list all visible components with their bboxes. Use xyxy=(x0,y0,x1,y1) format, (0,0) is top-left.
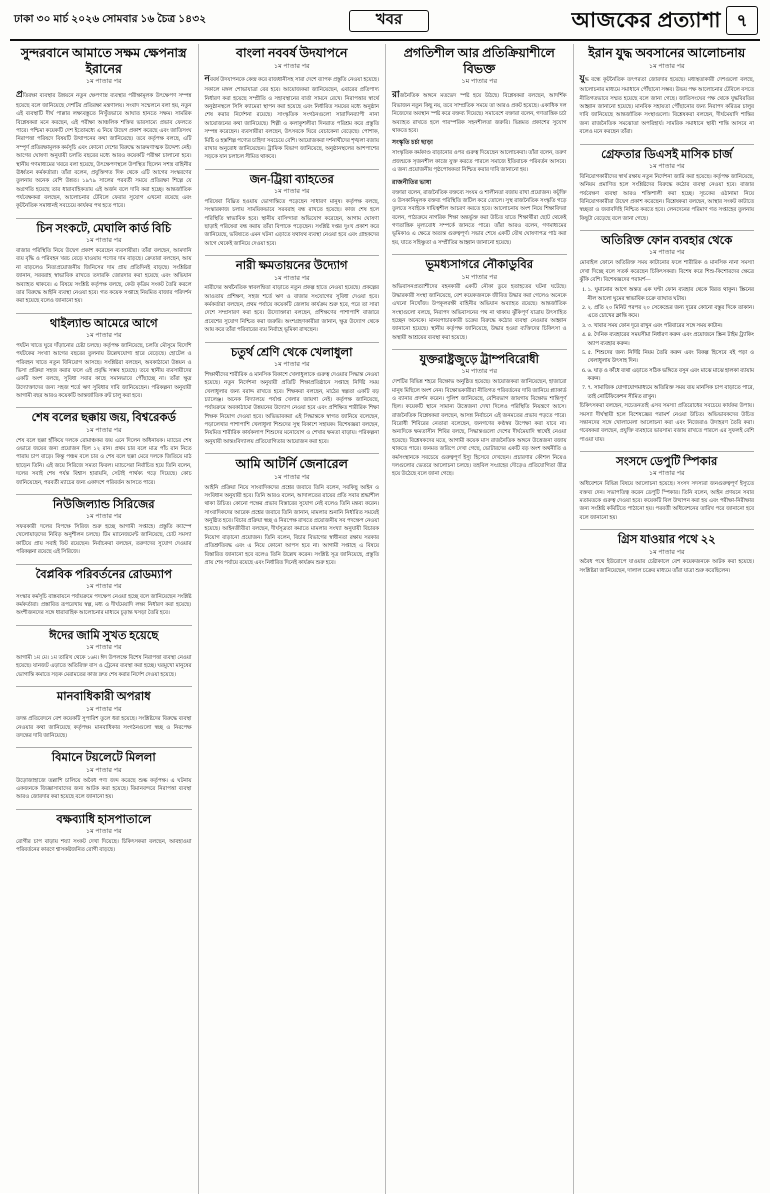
article-body: অভিবাসনপ্রত্যাশীদের বহনকারী একটি নৌকা ডুবে হতাহতের ঘটনা ঘটেছে। উদ্ধারকারী সংস্থা জানিয়েছে, বেশ কয়েকজনকে জীবিত উদ্ধার করা গেলেও অনেকে এখনো নিখোঁজ। উপকূলরক্ষী বাহিনীর অভিযান অব্যাহত রয়েছে। আন্তর্জাতিক সংস্থাগুলো বলছে, নিরাপদ অভিবাসনের পথ না থাকায় ঝুঁকিপূর্ণ যাত্রায় উৎসাহিত হচ্ছেন অনেকে। মানবপাচারকারী চক্রের বিরুদ্ধে কঠোর ব্যবস্থা নেওয়ার আহ্বান জানানো হয়েছে। স্থানীয় কর্তৃপক্ষ জানিয়েছে, উদ্ধার হওয়া ব্যক্তিদের চিকিৎসা ও অস্থায়ী আশ্রয়ের ব্যবস্থা করা হয়েছে। xyxy=(392,284,567,341)
divider xyxy=(580,144,755,145)
article xyxy=(16,498,192,557)
article xyxy=(580,533,755,575)
masthead xyxy=(10,6,760,41)
article-body: সফরকারী দলের বিপক্ষে সিরিজ শুরু হচ্ছে আগামী সপ্তাহে। প্রস্তুতি ক্যাম্পে খেলোয়াড়দের নিবিড় অনুশীলন চলছে। টিম ম্যানেজমেন্ট জানিয়েছে, চোট সমস্যা কাটিয়ে প্রায় সবাই ফিট রয়েছেন। নির্বাচকরা বলছেন, তরুণদের সুযোগ দেওয়ার পরিকল্পনা রয়েছে এই সিরিজে। xyxy=(16,524,192,556)
article-body-tail: চিকিৎসকরা বলছেন, সচেতনতাই এসব সমস্যা প্রতিরোধের সবচেয়ে কার্যকর উপায়। সমস্যা দীর্ঘস্থায়ী হলে বিশেষজ্ঞের পরামর্শ নেওয়া উচিত। অভিভাবকদের উচিত সন্তানদের সঙ্গে খোলামেলা আলোচনা করা এবং নিজেরাও উদাহরণ তৈরি করা। গবেষকরা বলছেন, প্রযুক্তি ব্যবহারে ভারসাম্য বজায় রাখতে পারলে এর সুফলই বেশি পাওয়া যায়। xyxy=(579,403,754,443)
article xyxy=(16,568,192,618)
article-headline: যুক্তরাষ্ট্রজুড়ে ট্রাম্পবিরোধী xyxy=(419,354,539,367)
article-byline: ১ম পাতার পর xyxy=(85,426,122,434)
brand-block xyxy=(572,6,760,35)
divider xyxy=(580,230,755,231)
article-body: পর্যটন খাতে ঘুরে দাঁড়ানোর চেষ্টা চলছে। কর্তৃপক্ষ জানিয়েছে, চলতি মৌসুমে বিদেশি পর্যটকের সংখ্যা আগের বছরের তুলনায় উল্লেখযোগ্য হারে বেড়েছে। হোটেল ও পরিবহন খাতে নতুন বিনিয়োগ আসছে। সংশ্লিষ্টরা বলছেন, অবকাঠামো উন্নয়ন ও ভিসা প্রক্রিয়া সহজ করার ফলে এই প্রবৃদ্ধি সম্ভব হয়েছে। তবে স্থানীয় ব্যবসায়ীদের একটি অংশ বলছে, সুবিধা সবার কাছে সমানভাবে পৌঁছাচ্ছে না। তাঁরা ক্ষুদ্র উদ্যোক্তাদের জন্য সহজ শর্তে ঋণ সুবিধার দাবি জানিয়েছেন। পরিকল্পনা অনুযায়ী আগামী বছর আরও কয়েকটি আন্তর্জাতিক রুট চালু করা হবে। xyxy=(16,342,192,400)
article-body: যুদ্ধ বন্ধে কূটনৈতিক তৎপরতা জোরদার হয়েছে। মধ্যস্থতাকারী দেশগুলো বলছে, আলোচনার মাধ্যমে সমাধানে পৌঁছানো সম্ভব। উভয় পক্ষ আলোচনার টেবিলে বসতে নীতিগতভাবে সম্মত হয়েছে বলে জানা গেছে। জাতিসংঘের পক্ষ থেকে যুদ্ধবিরতির আহ্বান জানানো হয়েছে। মানবিক সহায়তা পৌঁছানোর জন্য নিরাপদ করিডর চালুর দাবি জানিয়েছে আন্তর্জাতিক সংস্থাগুলো। বিশ্লেষকরা বলছেন, দীর্ঘমেয়াদি শান্তির জন্য রাজনৈতিক সমঝোতা অপরিহার্য। সামরিক সমাধানে স্থায়ী শান্তি আসবে না বলেও মনে করছেন তাঁরা। xyxy=(579,73,754,136)
list-item: 5. ৫. শিশুদের জন্য নির্দিষ্ট নিয়ম তৈরি করুন এবং বিকল্প হিসেবে বই পড়া ও খেলাধুলায় উৎসাহ দিন। xyxy=(588,349,755,366)
article xyxy=(16,629,192,679)
article-body: রোগীর চাপ বাড়ায় শয্যা সংকট দেখা দিয়েছে। চিকিৎসকরা বলছেন, আবহাওয়া পরিবর্তনের কারণে শ্বাসকষ্টজনিত রোগী বাড়ছে। xyxy=(16,838,192,854)
list-item: 7. ৭. সামাজিক যোগাযোগমাধ্যমে অতিরিক্ত সময় ব্যয় মানসিক চাপ বাড়াতে পারে, তাই নোটিফিকেশন সীমিত রাখুন। xyxy=(588,384,755,401)
article-body: আগামী ১ম মে। ১ম তারিখ থেকে ১৬ম। ঈদ উপলক্ষে বিশেষ নিরাপত্তা ব্যবস্থা নেওয়া হয়েছে। যানজট এড়াতে অতিরিক্ত বাস ও ট্রেনের ব্যবস্থা করা হচ্ছে। ঘরমুখো মানুষের ভোগান্তি কমাতে সড়ক মেরামতের কাজ দ্রুত শেষ করার নির্দেশ দেওয়া হয়েছে। xyxy=(16,655,192,678)
section-title-container xyxy=(206,10,571,32)
list-item: 1. ১. ঘুমানোর আগে অন্তত এক ঘণ্টা ফোন ব্যবহার থেকে বিরত থাকুন। স্ক্রিনের নীল আলো ঘুমের স্বাভাবিক চক্রে ব্যাঘাত ঘটায়। xyxy=(588,286,755,303)
article-body: নারীদের অর্থনৈতিক স্বাবলম্বিতা বাড়াতে নতুন প্রকল্প হাতে নেওয়া হয়েছে। প্রকল্পের আওতায় প্রশিক্ষণ, সহজ শর্তে ঋণ ও বাজার সংযোগের সুবিধা দেওয়া হবে। কর্মকর্তারা বলছেন, প্রথম পর্যায়ে কয়েকটি জেলায় কার্যক্রম শুরু হবে, পরে তা সারা দেশে সম্প্রসারণ করা হবে। উদ্যোক্তারা বলছেন, প্রশিক্ষণের পাশাপাশি বাজারে প্রবেশের সুযোগ নিশ্চিত করা জরুরি। অংশগ্রহণকারীরা জানান, ক্ষুদ্র উদ্যোগ থেকে আয় করে তাঁরা পরিবারের ব্যয় নির্বাহে ভূমিকা রাখছেন। xyxy=(204,285,379,334)
article-headline: জন-ট্রিয়া ব্যাহতের xyxy=(249,173,334,186)
article-body: অধিবেশনে বিভিন্ন বিষয়ে আলোচনা হয়েছে। সংসদ সদস্যরা জনগুরুত্বপূর্ণ ইস্যুতে বক্তব্য দেন। সভাপতিত্ব করেন ডেপুটি স্পিকার। তিনি বলেন, আইন প্রণয়নে সবার মতামতকে গুরুত্ব দেওয়া হবে। কয়েকটি বিল উত্থাপন করা হয় এবং পরীক্ষা-নিরীক্ষার জন্য সংশ্লিষ্ট কমিটিতে পাঠানো হয়। পরবর্তী অধিবেশনের তারিখ পরে জানানো হবে বলে জানানো হয়। xyxy=(579,481,754,521)
article-headline: বাংলা নববর্ষ উদযাপনে xyxy=(235,46,348,60)
article-byline: ১ম পাতার পর xyxy=(461,273,498,281)
article-byline: ১ম পাতার পর xyxy=(85,332,122,340)
advice-list xyxy=(580,286,755,401)
article-subhead: সংস্কৃতি চর্চা ছাড়া xyxy=(392,139,433,147)
article-body: সংস্কার কর্মসূচি বাস্তবায়নে পর্যায়ক্রমে পদক্ষেপ নেওয়া হচ্ছে বলে জানিয়েছেন সংশ্লিষ্ট কর্মকর্তারা। প্রস্তাবিত রূপরেখায় স্বল্প, মধ্য ও দীর্ঘমেয়াদি লক্ষ্য নির্ধারণ করা হয়েছে। অংশীজনদের সঙ্গে ধারাবাহিক আলোচনার মাধ্যমে চূড়ান্ত খসড়া তৈরি হবে। xyxy=(16,593,192,617)
article-body: শেষ বলে ছক্কা হাঁকিয়ে দলকে রোমাঞ্চকর জয় এনে দিলেন অধিনায়ক। ম্যাচের শেষ ওভারে জয়ের জন্য প্রয়োজন ছিল ১২ রান। প্রথম চার বলে মাত্র পাঁচ রান নিতে পারায় চাপ বাড়ে। কিন্তু পঞ্চম বলে চার ও শেষ বলে ছক্কা মেরে দলকে জিতিয়ে মাঠ ছাড়েন তিনি। এই জয়ে সিরিজে সমতা ফিরল। ম্যাচসেরা নির্বাচিত হয়ে তিনি বলেন, দলের সবাই শেষ পর্যন্ত বিশ্বাস হারায়নি, সেটাই পার্থক্য গড়ে দিয়েছে। কোচ জানিয়েছেন, পরবর্তী ম্যাচের জন্য একাদশে পরিবর্তন আসতে পারে। xyxy=(16,437,192,486)
article-headline: বক্ষব্যাধি হাসপাতালে xyxy=(56,813,152,826)
column-4 xyxy=(573,44,761,1194)
article-body: পরিষেবা বিঘ্নিত হওয়ায় ভোগান্তিতে পড়েছেন সাধারণ মানুষ। কর্তৃপক্ষ বলছে, সংস্কারকাজ চলায় সাময়িকভাবে সরবরাহ বন্ধ রাখতে হয়েছে। কাজ শেষ হলে পরিস্থিতি স্বাভাবিক হবে। স্থানীয় বাসিন্দারা অভিযোগ করেছেন, আগাম ঘোষণা ছাড়াই পরিষেবা বন্ধ করায় তাঁরা বিপাকে পড়েছেন। সংশ্লিষ্ট দপ্তর দুঃখ প্রকাশ করে জানিয়েছে, ভবিষ্যতে এমন ঘটনা এড়াতে যথাযথ ব্যবস্থা নেওয়া হবে এবং গ্রাহকদের আগে থেকেই জানিয়ে দেওয়া হবে। xyxy=(204,198,379,247)
divider xyxy=(205,255,380,256)
divider xyxy=(16,218,192,219)
list-item: 2. ২. প্রতি ২০ মিনিট পরপর ২০ সেকেন্ডের জন্য দূরের কোনো বস্তুর দিকে তাকান। এতে চোখের ক্লান্তি কমে। xyxy=(588,304,755,321)
column-grid xyxy=(10,44,760,1194)
column-2 xyxy=(198,44,386,1194)
article xyxy=(16,46,192,211)
article-headline: নিউজিল্যান্ড সিরিজের xyxy=(52,498,155,511)
article-byline: ১ম পাতার পর xyxy=(461,368,498,376)
article-byline: ১ম পাতার পর xyxy=(273,62,310,70)
column-1 xyxy=(10,44,198,1194)
article-headline: চতুর্থ শ্রেণি থেকে খেলাধুলা xyxy=(231,346,353,359)
article-body: উড়োজাহাজে তল্লাশি চালিয়ে অবৈধ পণ্য জব্দ করেছে শুল্ক কর্তৃপক্ষ। এ ঘটনায় একজনকে জিজ্ঞাসাবাদের জন্য আটক করা হয়েছে। বিমানবন্দরে নিরাপত্তা ব্যবস্থা আরও জোরদার করা হয়েছে বলে জানানো হয়। xyxy=(16,777,192,801)
article-byline: ১ম পাতার পর xyxy=(273,188,310,196)
article-byline: ১ম পাতার পর xyxy=(85,513,122,521)
column-3 xyxy=(385,44,573,1194)
divider xyxy=(16,564,192,565)
divider xyxy=(205,342,380,343)
article xyxy=(205,457,380,567)
divider xyxy=(580,451,755,452)
article-headline: প্রগতিশীল আর প্রতিক্রিয়াশীলে বিভক্ত xyxy=(403,46,555,76)
article-body: মোবাইল ফোনে অতিরিক্ত সময় কাটানোর ফলে শারীরিক ও মানসিক নানা সমস্যা দেখা দিচ্ছে বলে সতর্ক করেছেন চিকিৎসকরা। বিশেষ করে শিশু-কিশোরদের ক্ষেত্রে ঝুঁকি বেশি। বিশেষজ্ঞদের পরামর্শ— xyxy=(579,260,754,283)
article xyxy=(580,46,755,137)
divider xyxy=(205,169,380,170)
article xyxy=(392,46,567,247)
article-body: শিক্ষার্থীদের শারীরিক ও মানসিক বিকাশে খেলাধুলাকে গুরুত্ব দেওয়ার সিদ্ধান্ত নেওয়া হয়েছে। নতুন নির্দেশনা অনুযায়ী প্রতিটি শিক্ষাপ্রতিষ্ঠানে সপ্তাহে নির্দিষ্ট সময় খেলাধুলার জন্য বরাদ্দ রাখতে হবে। শিক্ষকরা বলছেন, মাঠের স্বল্পতা একটি বড় চ্যালেঞ্জ। অনেক বিদ্যালয়ে পর্যাপ্ত খেলার জায়গা নেই। কর্তৃপক্ষ জানিয়েছে, পর্যায়ক্রমে অবকাঠামো উন্নয়নের উদ্যোগ নেওয়া হবে এবং প্রশিক্ষিত শারীরিক শিক্ষা শিক্ষক নিয়োগ দেওয়া হবে। অভিভাবকরা এই সিদ্ধান্তকে স্বাগত জানিয়ে বলেছেন, পড়ালেখার পাশাপাশি খেলাধুলা শিশুদের সুস্থ বিকাশে সহায়ক। বিশেষজ্ঞরা বলছেন, নিয়মিত শারীরিক কার্যকলাপ শিশুদের মনোযোগ ও শেখার ক্ষমতা বাড়ায়। পরিকল্পনা অনুযায়ী আন্তঃবিদ্যালয় প্রতিযোগিতার আয়োজন করা হবে। xyxy=(204,371,379,445)
article-headline: অতিরিক্ত ফোন ব্যবহার থেকে xyxy=(601,235,733,248)
article xyxy=(16,411,192,486)
divider xyxy=(16,494,192,495)
divider xyxy=(16,809,192,810)
article-byline: ১ম পাতার পর xyxy=(85,705,122,713)
list-item: 6. ৬. ঘাড় ও কাঁধে ব্যথা এড়াতে সঠিক ভঙ্গিতে বসুন এবং মাঝে মাঝে হালকা ব্যায়াম করুন। xyxy=(588,367,755,384)
date-line: ঢাকা ৩০ মার্চ ২০২৬ সোমবার ১৬ চৈত্র ১৪৩২ xyxy=(14,14,207,25)
divider xyxy=(392,254,567,255)
divider xyxy=(16,313,192,314)
article-byline: ১ম পাতার পর xyxy=(648,470,685,478)
article xyxy=(205,346,380,447)
article xyxy=(392,258,567,342)
divider xyxy=(16,686,192,687)
section-title: খবর xyxy=(349,10,429,32)
article-subhead: রাজনীতির ভাষা xyxy=(392,178,432,186)
article-headline: ইরান যুদ্ধ অবসানের আলোচনায় xyxy=(588,46,746,60)
article-byline: ১ম পাতার পর xyxy=(648,62,685,70)
article-byline: ১ম পাতার পর xyxy=(85,237,122,245)
brand-name: আজকের প্রত্যাশা xyxy=(571,8,721,32)
article-headline: সুন্দরবানে আমাতে সক্ষম ক্ষেপনাস্ত্র ইরানের xyxy=(20,46,187,76)
article-byline: ১ম পাতার পর xyxy=(461,78,498,86)
article xyxy=(392,353,567,479)
article xyxy=(16,690,192,740)
divider xyxy=(16,747,192,748)
divider xyxy=(16,407,192,408)
article-headline: নারী ক্ষমতায়নের উদ্যোগ xyxy=(235,260,348,273)
article-headline: শেষ বলের ছক্কায় জয়, বিশ্বরেকর্ড xyxy=(31,412,176,425)
article xyxy=(580,234,755,444)
article xyxy=(205,259,380,334)
article-headline: বৈপ্লবিক পরিবর্তনের রোডম্যাপ xyxy=(35,568,172,581)
list-item: 4. ৪. দৈনিক ব্যবহারের সময়সীমা নির্ধারণ করুন এবং প্রয়োজনে স্ক্রিন টাইম ট্র্যাকিং অ্যাপ ব্যবহার করুন। xyxy=(588,331,755,348)
article xyxy=(16,317,192,401)
article-body: রাজনৈতিক অঙ্গনে মতভেদ স্পষ্ট হয়ে উঠছে। বিশ্লেষকরা বলছেন, আদর্শিক বিভাজন নতুন কিছু নয়, তবে সাম্প্রতিক সময়ে তা আরও প্রকট হয়েছে। একাধিক দল নিজেদের অবস্থান স্পষ্ট করে বক্তব্য দিয়েছে। সমাবেশে বক্তারা বলেন, গণতান্ত্রিক চর্চা অব্যাহত রাখতে হলে পারস্পরিক সহনশীলতা জরুরি। ভিন্নমত প্রকাশের সুযোগ থাকতে হবে। xyxy=(392,89,567,135)
article xyxy=(580,455,755,522)
article-headline: ঈদের জামি সুখত হয়েছে xyxy=(49,629,159,642)
article-byline: ১ম পাতার পর xyxy=(85,644,122,652)
article-body: নববর্ষ উদযাপনকে কেন্দ্র করে রাজধানীসহ সারা দেশে ব্যাপক প্রস্তুতি নেওয়া হয়েছে। সকালে মঙ্গল শোভাযাত্রা বের হবে। আয়োজকরা জানিয়েছেন, এবারের প্রতিপাদ্য নির্ধারণ করা হয়েছে সম্প্রীতি ও সহাবস্থানের বার্তা সামনে রেখে। নিরাপত্তার স্বার্থে অনুষ্ঠানস্থলে সিসি ক্যামেরা স্থাপন করা হয়েছে এবং নির্ধারিত সময়ের মধ্যে অনুষ্ঠান শেষ করার নির্দেশনা রয়েছে। সাংস্কৃতিক সংগঠনগুলো সারাদিনব্যাপী নানা আয়োজনের কথা জানিয়েছে। শিল্পী ও কলাকুশলীরা দিনরাত পরিশ্রম করে প্রস্তুতি সম্পন্ন করেছেন। ব্যবসায়ীরা বলছেন, উৎসবকে ঘিরে বেচাকেনা বেড়েছে। পোশাক, মিষ্টি ও হস্তশিল্প পণ্যের চাহিদা সবচেয়ে বেশি। আয়োজকরা দর্শনার্থীদের শৃঙ্খলা বজায় রাখার অনুরোধ জানিয়েছেন। ট্রাফিক বিভাগ জানিয়েছে, অনুষ্ঠানস্থলের আশপাশের সড়কে যান চলাচল সীমিত থাকবে। xyxy=(204,73,379,161)
divider xyxy=(16,625,192,626)
divider xyxy=(205,453,380,454)
article-body: আইনি প্রক্রিয়া নিয়ে সাংবাদিকদের প্রশ্নের জবাবে তিনি বলেন, সবকিছু আইন ও সংবিধান অনুযায়ী হবে। তিনি আরও বলেন, আদালতের রায়ের প্রতি সবার শ্রদ্ধাশীল থাকা উচিত। কোনো পক্ষের প্রভাব বিস্তারের সুযোগ নেই বলেও তিনি মন্তব্য করেন। সাংবাদিকদের আরেক প্রশ্নের জবাবে তিনি জানান, মামলার শুনানি নির্ধারিত সময়েই অনুষ্ঠিত হবে। বিচার প্রক্রিয়া স্বচ্ছ ও নিরপেক্ষ রাখতে প্রয়োজনীয় সব পদক্ষেপ নেওয়া হয়েছে। আইনজীবীরা বলছেন, দীর্ঘসূত্রতা কমাতে মামলার সংখ্যা অনুযায়ী বিচারক নিয়োগ বাড়ানো প্রয়োজন। তিনি বলেন, বিচার বিভাগের স্বাধীনতা রক্ষায় সরকার প্রতিশ্রুতিবদ্ধ এবং এ নিয়ে কোনো আপস হবে না। আগামী সপ্তাহে এ বিষয়ে বিস্তারিত জানানো হবে বলেও তিনি উল্লেখ করেন। সংশ্লিষ্ট সূত্র জানিয়েছে, প্রস্তুতি প্রায় শেষ পর্যায়ে রয়েছে এবং নির্ধারিত দিনেই কার্যক্রম শুরু হবে। xyxy=(204,484,379,566)
article-body: দেশটির বিভিন্ন শহরে বিক্ষোভ অনুষ্ঠিত হয়েছে। আয়োজকরা জানিয়েছেন, হাজারো মানুষ মিছিলে অংশ নেন। বিক্ষোভকারীরা নীতিগত পরিবর্তনের দাবি জানিয়ে প্ল্যাকার্ড ও ব্যানার প্রদর্শন করেন। পুলিশ জানিয়েছে, বেশিরভাগ জায়গায় বিক্ষোভ শান্তিপূর্ণ ছিল। কয়েকটি স্থানে সামান্য উত্তেজনা দেখা দিলেও পরিস্থিতি নিয়ন্ত্রণে আসে। রাজনৈতিক বিশ্লেষকরা বলছেন, আসন্ন নির্বাচনে এই জনমতের প্রভাব পড়তে পারে। বিরোধী শিবিরের নেতারা বলেছেন, জনগণের কণ্ঠস্বর উপেক্ষা করা যাবে না। অন্যদিকে ক্ষমতাসীন শিবির বলছে, সিদ্ধান্তগুলো দেশের দীর্ঘমেয়াদি স্বার্থেই নেওয়া হয়েছে। বিশ্লেষকদের মতে, আগামী কয়েক মাস রাজনৈতিক অঙ্গনে উত্তেজনা বজায় থাকতে পারে। জনমত জরিপে দেখা গেছে, ভোটারদের একটি বড় অংশ অর্থনীতি ও কর্মসংস্থানকে সবচেয়ে গুরুত্বপূর্ণ ইস্যু হিসেবে দেখছেন। প্রচারণার কৌশল নিয়েও দলগুলোর ভেতরে আলোচনা চলছে। তহবিল সংগ্রহের দৌড়েও প্রতিযোগিতা তীব্র হয়ে উঠেছে বলে জানা গেছে। xyxy=(392,379,567,478)
article xyxy=(205,173,380,248)
article-byline: ১ম পাতার পর xyxy=(273,360,310,368)
article-byline: ১ম পাতার পর xyxy=(648,162,685,170)
article-body: তদন্ত প্রতিবেদনে বেশ কয়েকটি সুপারিশ তুলে ধরা হয়েছে। সংশ্লিষ্টদের বিরুদ্ধে ব্যবস্থা নেওয়ার কথা জানিয়েছে কর্তৃপক্ষ। মানবাধিকার সংগঠনগুলো স্বচ্ছ ও নিরপেক্ষ তদন্তের দাবি জানিয়েছে। xyxy=(16,716,192,740)
article-subbody: বক্তারা বলেন, রাজনৈতিক বক্তব্যে সংযম ও শালীনতা বজায় রাখা প্রয়োজন। কটূক্তি ও উসকানিমূলক বক্তব্য পরিস্থিতি জটিল করে তোলে। সুস্থ রাজনৈতিক সংস্কৃতি গড়ে তুলতে সবাইকে দায়িত্বশীল আচরণ করতে হবে। আলোচনায় অংশ নিয়ে শিক্ষাবিদরা বলেন, পাঠ্যক্রমে নাগরিক শিক্ষা অন্তর্ভুক্ত করা উচিত যাতে শিক্ষার্থীরা ছোট থেকেই গণতান্ত্রিক মূল্যবোধ সম্পর্কে জানতে পারে। তাঁরা আরও বলেন, গণমাধ্যমের ভূমিকাও এ ক্ষেত্রে অত্যন্ত গুরুত্বপূর্ণ। সভার শেষে একটি যৌথ ঘোষণাপত্র পাঠ করা হয়, যাতে সহিষ্ণুতা ও সম্প্রীতির আহ্বান জানানো হয়েছে। xyxy=(392,189,567,246)
page-number-badge: ৭ xyxy=(726,6,758,35)
article xyxy=(16,222,192,306)
article-body: বিনিয়োগকারীদের স্বার্থ রক্ষায় নতুন নির্দেশনা জারি করা হয়েছে। কর্তৃপক্ষ জানিয়েছে, অনিয়ম প্রমাণিত হলে সংশ্লিষ্টদের বিরুদ্ধে কঠোর ব্যবস্থা নেওয়া হবে। বাজার পর্যবেক্ষণ ব্যবস্থা আরও শক্তিশালী করা হচ্ছে। সূচকের ওঠানামা নিয়ে বিনিয়োগকারীরা উদ্বেগ প্রকাশ করেছেন। বিশ্লেষকরা বলছেন, আস্থার সংকট কাটাতে স্বচ্ছতা ও জবাবদিহি নিশ্চিত করতে হবে। লেনদেনের পরিমাণ গত সপ্তাহের তুলনায় কিছুটা বেড়েছে বলে জানা গেছে। xyxy=(579,173,754,222)
article-byline: ১ম পাতার পর xyxy=(85,766,122,774)
article-byline: ১ম পাতার পর xyxy=(85,828,122,836)
divider xyxy=(580,529,755,530)
article-subbody: সাংস্কৃতিক কর্মকাণ্ড বাড়ানোর ওপর গুরুত্ব দিয়েছেন আলোচকরা। তাঁরা বলেন, তরুণ প্রজন্মকে সৃজনশীল কাজে যুক্ত করতে পারলে সমাজে ইতিবাচক পরিবর্তন আসবে। এ জন্য প্রয়োজনীয় পৃষ্ঠপোষকতা নিশ্চিত করার দাবি জানানো হয়। xyxy=(392,150,567,174)
article-body: বাজার পরিস্থিতি নিয়ে উদ্বেগ প্রকাশ করেছেন ব্যবসায়ীরা। তাঁরা বলছেন, আমদানি ব্যয় বৃদ্ধি ও পরিবহন খরচ বেড়ে যাওয়ায় পণ্যের দাম বাড়ছে। ক্রেতারা বলছেন, আয় না বাড়লেও নিত্যপ্রয়োজনীয় জিনিসের দাম প্রায় প্রতিদিনই বাড়ছে। সংশ্লিষ্টরা জানান, সরবরাহ স্বাভাবিক রাখতে তদারকি জোরদার করা হয়েছে এবং অভিযান অব্যাহত থাকবে। এ বিষয়ে সংশ্লিষ্ট কর্তৃপক্ষ বলছে, কেউ কৃত্রিম সংকট তৈরি করলে তার বিরুদ্ধে আইনি ব্যবস্থা নেওয়া হবে। গত কয়েক সপ্তাহে নিয়মিত বাজার পরিদর্শন করা হয়েছে বলেও জানানো হয়। xyxy=(16,248,192,305)
article-byline: ১ম পাতার পর xyxy=(273,274,310,282)
article-headline: মানবাধিকারী অপরাধ xyxy=(56,691,151,704)
article-body: প্রতিরক্ষা ব্যবস্থার উন্নয়নে নতুন ক্ষেপণাস্ত্র ব্যবস্থার পরীক্ষামূলক উৎক্ষেপণ সম্পন্ন হয়েছে বলে জানিয়েছে দেশটির প্রতিরক্ষা মন্ত্রণালয়। সংবাদ সম্মেলনে বলা হয়, নতুন এই ব্যবস্থাটি দীর্ঘ পাল্লার লক্ষ্যবস্তুতে নিখুঁতভাবে আঘাত হানতে সক্ষম। সামরিক বিশ্লেষকরা মনে করছেন, এই পরীক্ষা আঞ্চলিক শক্তির ভারসাম্যে প্রভাব ফেলতে পারে। পশ্চিমা কয়েকটি দেশ ইতোমধ্যে এ নিয়ে উদ্বেগ প্রকাশ করেছে এবং জাতিসংঘ নিরাপত্তা পরিষদে বিষয়টি উত্থাপনের কথা জানিয়েছে। তবে কর্তৃপক্ষ বলছে, এটি সম্পূর্ণ প্রতিরক্ষামূলক কর্মসূচি এবং কোনো দেশের বিরুদ্ধে আক্রমণাত্মক উদ্দেশ্য নেই। আগের ঘোষণা অনুযায়ী চলতি বছরের মধ্যে আরও কয়েকটি পরীক্ষা চালানো হবে। স্থানীয় গণমাধ্যমের খবরে বলা হয়েছে, উৎক্ষেপণস্থলে উপস্থিত ছিলেন সশস্ত্র বাহিনীর ঊর্ধ্বতন কর্মকর্তারা। তাঁরা বলেন, প্রযুক্তিগত দিক থেকে এটি আগের সংস্করণের তুলনায় অনেক বেশি উন্নত। ১৯৭৯ সালের পরবর্তী সময়ে প্রতিরক্ষা শিল্পে যে অগ্রগতি হয়েছে তার ধারাবাহিকতায় এই অর্জন বলে দাবি করা হচ্ছে। আন্তর্জাতিক পর্যবেক্ষকরা বলছেন, আলোচনার টেবিলে ফেরার সুযোগ এখনো রয়েছে এবং কূটনৈতিক সমাধানই সবচেয়ে কার্যকর পথ হতে পারে। xyxy=(16,89,192,210)
article-byline: ১ম পাতার পর xyxy=(273,473,310,481)
article-headline: চিন সংকটে, মেঘালি কার্ড বিচি xyxy=(36,222,172,235)
article-byline: ১ম পাতার পর xyxy=(85,582,122,590)
divider xyxy=(392,349,567,350)
article xyxy=(16,751,192,801)
list-item: 3. ৩. খাবার সময় ফোন দূরে রাখুন এবং পরিবারের সঙ্গে সময় কাটান। xyxy=(588,322,755,330)
article-byline: ১ম পাতার পর xyxy=(85,78,122,86)
article-headline: বিমানে টয়লেটে মিললা xyxy=(51,752,156,765)
article-headline: আমি আটর্নি জেনারেল xyxy=(235,457,348,472)
article xyxy=(205,46,380,162)
article-headline: গ্রিস যাওয়ার পথে ২২ xyxy=(617,534,716,547)
article-body: অবৈধ পথে ইউরোপে যাওয়ার চেষ্টাকালে বেশ কয়েকজনকে আটক করা হয়েছে। সংশ্লিষ্টরা জানিয়েছেন, দালাল চক্রের মাধ্যমে তাঁরা যাত্রা শুরু করেছিলেন। xyxy=(579,559,754,574)
article-byline: ১ম পাতার পর xyxy=(648,249,685,257)
article-byline: ১ম পাতার পর xyxy=(648,548,685,556)
article-headline: ভূমধ্যসাগরে নৌকাডুবির xyxy=(425,259,534,272)
article-headline: থাইল্যান্ড আমেরে আগে xyxy=(49,317,158,330)
article-headline: সংসদে ডেপুটি স্পিকার xyxy=(616,456,718,469)
article xyxy=(16,813,192,855)
article xyxy=(580,148,755,223)
article-headline: গ্রেফতার ডিএসই মাসিক চার্জ xyxy=(601,148,733,161)
